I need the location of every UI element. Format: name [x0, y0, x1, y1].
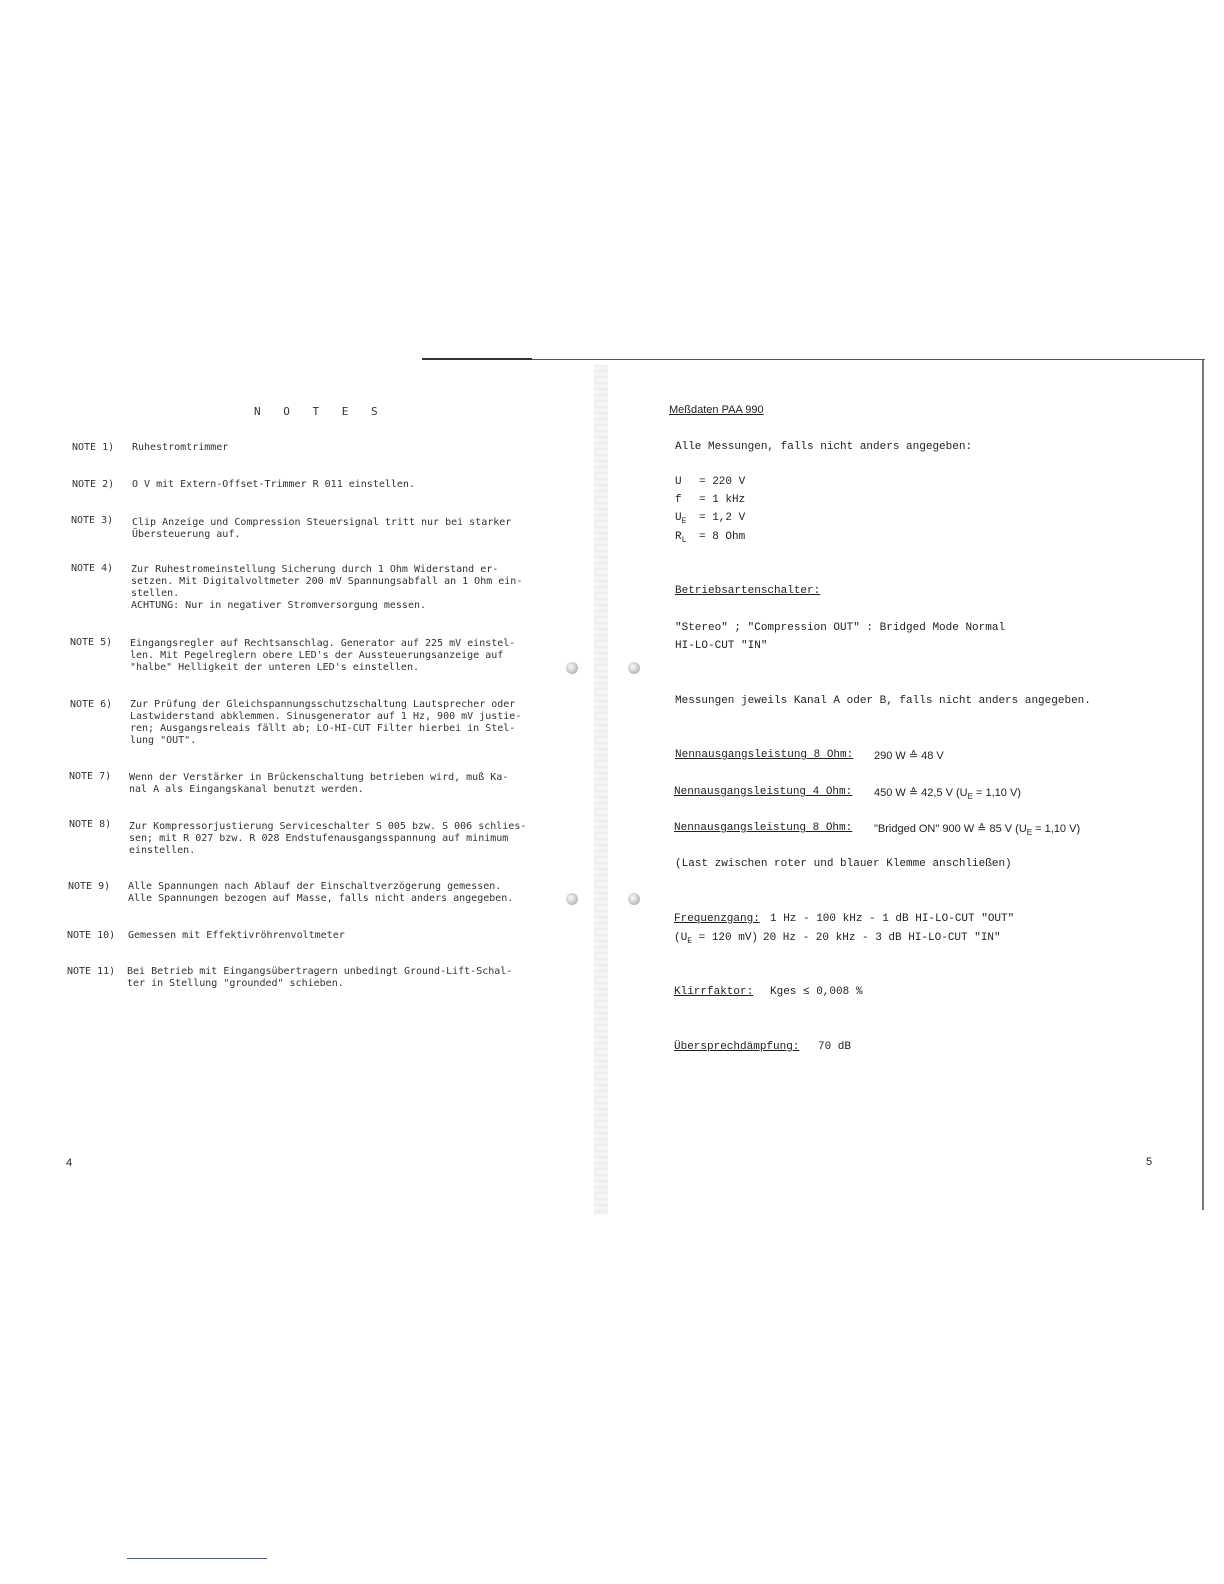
top-rule-accent — [422, 358, 532, 360]
power-condition: ($U_E = 1,10$ V) — [956, 787, 1021, 802]
power-value — [874, 749, 944, 762]
note-label: NOTE 5) — [70, 637, 113, 648]
note-text: Alle Spannungen nach Ablauf der Einschaltverzögerung gemessen. Alle Spannungen bezogen auf Masse, falls nicht anders angegeben. — [128, 881, 514, 904]
power-value — [874, 786, 1021, 801]
binding-gutter — [594, 365, 608, 1215]
top-rule — [422, 359, 1205, 360]
notes-title: N O T E S — [254, 405, 386, 418]
mode-line: "Stereo" ; "Compression OUT" : Bridged Mode Normal — [675, 622, 1006, 634]
power-value — [874, 822, 1080, 837]
note-text: Gemessen mit Effektivröhrenvoltmeter — [128, 930, 345, 941]
condition-symbol: U — [675, 476, 682, 488]
condition-value: = 1 kHz — [699, 494, 746, 506]
power-amount: "Bridged ON" 900 W ≙ 85 V — [874, 823, 1013, 835]
frequency-condition: ($U_E = 120$ mV) — [674, 932, 759, 947]
note-label: NOTE 9) — [68, 881, 111, 892]
condition-value: = 8 Ohm — [699, 531, 746, 543]
power-amount: 450 W ≙ 42,5 V — [874, 787, 953, 799]
punch-hole-icon — [566, 662, 578, 674]
frequency-label: Frequenzgang: — [674, 913, 760, 925]
note-label: NOTE 8) — [69, 819, 112, 830]
condition-row — [675, 476, 745, 488]
note-label: NOTE 4) — [71, 563, 114, 574]
right-page-edge — [1202, 360, 1204, 1210]
bottom-link-line — [127, 1558, 267, 1559]
power-amount: 290 W ≙ 48 V — [874, 750, 944, 762]
power-label: Nennausgangsleistung 8 Ohm: — [675, 749, 854, 761]
condition-value: = 1,2 V — [699, 512, 746, 524]
distortion-value: Kges ≤ 0,008 % — [770, 986, 863, 998]
note-label: NOTE 11) — [67, 966, 116, 977]
note-text: Wenn der Verstärker in Brückenschaltung betrieben wird, muß Ka- nal A als Eingangskanal benutzt werden. — [129, 772, 509, 795]
condition-symbol: R — [675, 531, 682, 543]
note-label: NOTE 6) — [70, 699, 113, 710]
note-label: NOTE 2) — [72, 479, 115, 490]
crosstalk-value: 70 dB — [818, 1041, 852, 1053]
mode-line: HI-LO-CUT "IN" — [675, 640, 768, 652]
note-text: Eingangsregler auf Rechtsanschlag. Generator auf 225 mV einstel- len. Mit Pegelreglern obere LED's der Aussteuerungsanzeige auf "halbe" Helligkeit der unteren LED's einstellen. — [130, 638, 516, 673]
punch-hole-icon — [628, 893, 640, 905]
condition-row — [675, 512, 745, 526]
condition-row — [675, 531, 745, 545]
frequency-line: 1 Hz - 100 kHz - 1 dB HI-LO-CUT "OUT" — [770, 913, 1015, 925]
punch-hole-icon — [566, 893, 578, 905]
punch-hole-icon — [628, 662, 640, 674]
note-text: Clip Anzeige und Compression Steuersignal tritt nur bei starker Übersteuerung auf. — [132, 517, 512, 540]
note-text: Zur Prüfung der Gleichspannungsschutzschaltung Lautsprecher oder Lastwiderstand abklemmen. Sinusgenerator auf 1 Hz, 900 mV justie- ren; Ausgangsreleais fällt ab; LO-HI-CUT Filter hierbei in Stel- lung "OUT". — [130, 699, 522, 746]
note-label: NOTE 3) — [71, 515, 114, 526]
power-condition: ($U_E = 1,10$ V) — [1015, 823, 1081, 838]
power-label: Nennausgangsleistung 8 Ohm: — [674, 822, 853, 834]
note-text: Ruhestromtrimmer — [132, 442, 229, 453]
note-label: NOTE 1) — [72, 442, 115, 453]
intro-text: Alle Messungen, falls nicht anders angegeben: — [675, 441, 973, 453]
note-text: Zur Ruhestromeinstellung Sicherung durch 1 Ohm Widerstand er- setzen. Mit Digitalvoltmeter 200 mV Spannungsabfall an 1 Ohm ein- stellen. ACHTUNG: Nur in negativer Stromversorgung messen. — [131, 564, 523, 611]
channel-note: Messungen jeweils Kanal A oder B, falls nicht anders angegeben. — [675, 695, 1091, 707]
note-label: NOTE 7) — [69, 771, 112, 782]
note-text: Bei Betrieb mit Eingangsübertragern unbedingt Ground-Lift-Schal- ter in Stellung "grounded" schieben. — [127, 966, 513, 989]
power-label: Nennausgangsleistung 4 Ohm: — [674, 786, 853, 798]
condition-symbol: f — [675, 494, 682, 506]
note-label: NOTE 10) — [67, 930, 116, 941]
load-note: (Last zwischen roter und blauer Klemme anschließen) — [675, 858, 1012, 870]
crosstalk-label: Übersprechdämpfung: — [674, 1041, 800, 1053]
condition-subscript: L — [681, 536, 687, 546]
note-text: Zur Kompressorjustierung Serviceschalter S 005 bzw. S 006 schlies- sen; mit R 027 bzw. R 028 Endstufenausgangsspannung auf minimum einstellen. — [129, 821, 527, 856]
section-heading: Meßdaten PAA 990 — [669, 404, 764, 416]
page-number: 5 — [1146, 1156, 1153, 1168]
mode-heading: Betriebsartenschalter: — [675, 585, 821, 597]
distortion-label: Klirrfaktor: — [674, 986, 754, 998]
note-text: O V mit Extern-Offset-Trimmer R 011 einstellen. — [132, 479, 415, 490]
condition-row — [675, 494, 745, 506]
condition-value: = 220 V — [699, 476, 746, 488]
frequency-line: 20 Hz - 20 kHz - 3 dB HI-LO-CUT "IN" — [763, 932, 1001, 944]
condition-symbol: U — [675, 512, 682, 524]
page-number: 4 — [66, 1157, 73, 1169]
condition-subscript: E — [681, 517, 687, 527]
